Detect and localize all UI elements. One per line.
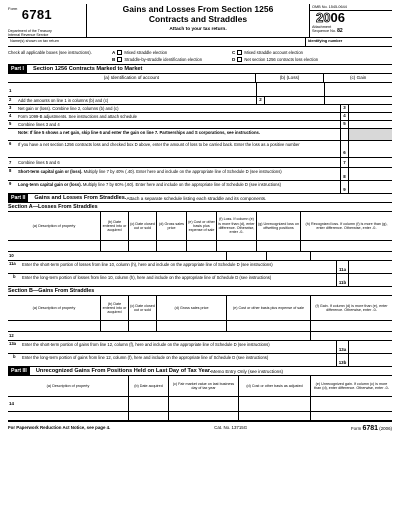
line-11a-number: 11a <box>9 261 16 266</box>
line-2-gain[interactable] <box>324 97 392 104</box>
line-11a-label: Enter the short-term portion of losses from line 10, column (h), here and include on the appropriate line of Schedule D (see instructions) <box>22 262 273 267</box>
tax-year <box>310 11 392 25</box>
paperwork-notice: For Paperwork Reduction Act Notice, see page 4. <box>8 425 111 430</box>
line-11b-box: 11b <box>336 274 348 286</box>
line-4-box: 4 <box>340 113 348 120</box>
line-8-label: Multiply line 7 by 40% (.40). Enter here and include on the appropriate line of Schedule D (see instructions) <box>82 169 282 174</box>
sec-a-col-e: (e) Cost or other basis plus expense of sale <box>186 212 216 240</box>
form-number: 6781 <box>21 7 52 22</box>
part1-tag: Part I <box>8 65 27 73</box>
line-5-number: 5 <box>9 121 12 126</box>
part1-line-8 <box>8 168 392 181</box>
line-3-amount[interactable] <box>348 105 392 112</box>
part1-line-2 <box>8 97 392 105</box>
form-footer <box>8 421 392 432</box>
footer-form-id <box>351 425 392 432</box>
line-9-box: 9 <box>340 181 348 193</box>
part3-line-14-extra[interactable] <box>8 412 392 421</box>
election-a-checkbox[interactable] <box>117 50 122 55</box>
footer-year: (2006) <box>379 426 392 431</box>
line-9-bold: Long-term capital gain or (loss). <box>18 182 82 187</box>
line-13a-amount[interactable] <box>348 341 392 353</box>
part3-header <box>8 367 392 376</box>
line-6-label: If you have a net section 1256 contracts loss and checked box D above, enter the amount of loss to be carried back. Enter the loss as a positive number <box>18 142 300 147</box>
line-13a-label: Enter the short-term portion of gains from line 12, column (f), here and include on the appropriate line of Schedule D (see instructions) <box>22 342 270 347</box>
form-6781 <box>8 4 392 514</box>
line-13a-box: 13a <box>336 341 348 353</box>
election-c-letter: C <box>232 50 236 55</box>
line-2-text <box>18 97 256 104</box>
form-title-block <box>87 4 309 37</box>
part1-column-headers <box>8 74 392 83</box>
line-11a-amount[interactable] <box>348 261 392 273</box>
line-3-number: 3 <box>9 105 12 110</box>
sec-b-col-d: (d) Gross sales price <box>156 296 226 320</box>
election-d-letter: D <box>232 57 236 62</box>
part2-line-11a <box>8 261 392 274</box>
line-3-box: 3 <box>340 105 348 112</box>
line-13a-number: 13a <box>9 341 16 346</box>
line-5-amount[interactable] <box>348 121 392 128</box>
line-8-bold: Short-term capital gain or (loss). <box>18 169 83 174</box>
line-7-amount[interactable] <box>348 158 392 167</box>
sec-a-col-c: (c) Date closed out or sold <box>128 212 156 240</box>
line-2-loss[interactable] <box>264 97 324 104</box>
section-a-column-headers <box>8 212 392 241</box>
part1-line-7 <box>8 158 392 168</box>
election-b-letter: B <box>112 57 116 62</box>
part1-header <box>8 65 392 74</box>
p3-col-a: (a) Description of property <box>46 383 90 388</box>
sequence-number: 82 <box>337 28 343 35</box>
sec-b-col-b: (b) Date entered into or acquired <box>100 296 128 320</box>
part2-line-10 <box>8 252 392 261</box>
part1-line-9 <box>8 181 392 194</box>
line-11a-box: 11a <box>336 261 348 273</box>
section-a-title: Section A—Losses From Straddles <box>8 203 392 212</box>
line-9-amount[interactable] <box>348 181 392 193</box>
part1-line-3 <box>8 105 392 113</box>
sequence-label: Sequence No. <box>312 29 337 34</box>
sec-a-col-a: (a) Description of property <box>32 223 76 228</box>
part3-column-headers <box>8 376 392 397</box>
line-11b-amount[interactable] <box>348 274 392 286</box>
line-10-unrecognized-total[interactable] <box>266 252 310 260</box>
tax-year-prefix: 20 <box>316 10 331 25</box>
line-10-number: 10 <box>9 253 14 258</box>
line-8-amount[interactable] <box>348 168 392 180</box>
line-4-number: 4 <box>9 113 12 118</box>
election-c-label: Mixed straddle account election <box>244 50 303 55</box>
part3-note: Memo Entry Only (see instructions) <box>211 368 284 374</box>
part2-line-13b <box>8 354 392 367</box>
part1-line-6 <box>8 141 392 158</box>
line-13b-number: b <box>13 354 16 359</box>
part3-line-14[interactable] <box>8 397 392 412</box>
section-b-column-headers <box>8 296 392 321</box>
sec-b-col-e: (e) Cost or other basis plus expense of sale <box>226 296 310 320</box>
line-8-box: 8 <box>340 168 348 180</box>
election-a[interactable] <box>112 50 167 55</box>
part3-tag: Part III <box>8 367 30 375</box>
form-title-line-2: Contracts and Straddles <box>148 13 248 24</box>
sec-a-col-b: (b) Date entered into or acquired <box>100 212 128 240</box>
form-title-line-1: Gains and Losses From Section 1256 <box>122 4 274 14</box>
sec-b-entry-row[interactable] <box>8 321 392 332</box>
line-6-amount[interactable] <box>348 141 392 157</box>
line-7-box: 7 <box>340 158 348 167</box>
omb-block <box>309 4 392 37</box>
footer-form-number: 6781 <box>362 425 379 432</box>
part2-subtitle: Attach a separate schedule listing each straddle and its components. <box>126 195 267 201</box>
part2-header <box>8 194 392 203</box>
part1-col-b: (b) (Loss) <box>255 74 324 82</box>
agency-line-2: Internal Revenue Service <box>8 33 49 38</box>
section-b-title: Section B—Gains From Straddles <box>8 287 392 296</box>
line-4-amount[interactable] <box>348 113 392 120</box>
p3-col-e: (e) Unrecognized gain. If column (c) is more than (d), enter difference. Otherwise, enter -0- <box>310 376 392 396</box>
sec-b-col-a: (a) Description of property <box>32 305 76 310</box>
line-13b-label: Enter the long-term portion of gains from line 12, column (f), here and include on the appropriate line of Schedule D (see instructions) <box>22 355 269 360</box>
line-2-label: Add the amounts on line 1 in columns (b) and (c) <box>18 98 109 103</box>
sec-a-col-d: (d) Gross sales price <box>156 212 186 240</box>
omb-number: OMB No. 1545-0644 <box>310 4 392 11</box>
election-a-label: Mixed straddle election <box>124 50 168 55</box>
name-field[interactable]: Name(s) shown on tax return <box>10 39 59 43</box>
line-5-box: 5 <box>340 121 348 128</box>
part1-title: Section 1256 Contracts Marked to Market <box>32 66 143 72</box>
agency-line-1: Department of the Treasury <box>8 29 52 33</box>
p3-col-b: (b) Date acquired <box>128 376 168 396</box>
line-6-box: 6 <box>340 141 348 157</box>
line-5-label: Combine lines 3 and 4 <box>18 122 60 127</box>
election-d-checkbox[interactable] <box>237 57 242 62</box>
line-13b-amount[interactable] <box>348 354 392 366</box>
part1-line-1[interactable] <box>8 83 392 97</box>
election-b-checkbox[interactable] <box>117 57 122 62</box>
line-4-label: Form 1099-B adjustments. See instructions and attach schedule <box>18 114 137 119</box>
tax-year-suffix: 06 <box>330 10 345 25</box>
election-d[interactable] <box>232 57 318 62</box>
agency <box>8 29 86 37</box>
election-b[interactable] <box>112 57 202 62</box>
part2-title: Gains and Losses From Straddles. <box>34 195 127 201</box>
identifying-number-field[interactable]: Identifying number <box>305 38 392 46</box>
line-11b-number: b <box>13 274 16 279</box>
election-c[interactable] <box>232 50 303 55</box>
line-10-loss-total[interactable] <box>226 252 266 260</box>
line-14-number: 14 <box>9 401 14 406</box>
line-9-label: Multiply line 7 by 60% (.60). Enter here and include on the appropriate line of Schedule D (see instructions) <box>81 182 281 187</box>
attachment-label: Attachment <box>312 25 332 29</box>
sec-b-col-f: (f) Gain. If column (d) is more than (e), enter difference. Otherwise, enter -0- <box>310 296 392 320</box>
line-2-box: 2 <box>256 97 264 104</box>
part3-title: Unrecognized Gains From Positions Held on Last Day of Tax Year. <box>35 368 212 374</box>
line-6-number: 6 <box>9 141 12 146</box>
election-b-label: Straddle-by-straddle identification election <box>124 57 203 62</box>
line-7-number: 7 <box>9 160 12 165</box>
sec-a-col-h: (h) Recognized loss. If column (f) is more than (g), enter difference. Otherwise, enter -0- <box>300 212 392 240</box>
part1-note <box>8 129 392 141</box>
line-9-number: 9 <box>9 181 12 186</box>
part1-note-text: Note: If line 5 shows a net gain, skip line 6 and enter the gain on line 7. Partnerships and S corporations, see instructions. <box>18 130 260 135</box>
form-word: Form <box>8 6 18 11</box>
part2-line-13a <box>8 341 392 354</box>
line-12-number: 12 <box>9 333 14 338</box>
part1-line-4 <box>8 113 392 121</box>
part2-line-11b <box>8 274 392 287</box>
election-d-label: Net section 1256 contracts loss election <box>244 57 319 62</box>
form-header <box>8 4 392 38</box>
election-c-checkbox[interactable] <box>237 50 242 55</box>
sec-a-col-g: (g) Unrecognized loss on offsetting positions <box>256 212 300 240</box>
part2-line-12 <box>8 332 392 341</box>
elections-lead: Check all applicable boxes (see instructions). <box>8 50 92 55</box>
name-line <box>8 38 392 47</box>
part1-col-a: (a) Identification of account <box>103 75 159 80</box>
part1-col-c: (c) Gain <box>323 74 392 82</box>
line-13b-box: 13b <box>336 354 348 366</box>
footer-form-word: Form <box>350 426 362 431</box>
p3-col-c: (c) Fair market value on last business day of tax year <box>168 376 238 396</box>
line-2-number: 2 <box>9 97 12 102</box>
part2-tag: Part II <box>8 194 28 202</box>
sec-a-entry-row[interactable] <box>8 241 392 252</box>
part1-line-5 <box>8 121 392 129</box>
attach-instruction: Attach to your tax return. <box>169 27 227 32</box>
line-8-number: 8 <box>9 168 12 173</box>
line-11b-label: Enter the long-term portion of losses from line 10, column (h), here and include on the appropriate line of Schedule D (see instructions) <box>22 275 272 280</box>
catalog-number: Cat. No. 13715G <box>214 425 248 430</box>
election-checkboxes <box>8 47 392 65</box>
part1-line-1-gain[interactable] <box>324 83 392 96</box>
line-3-label: Net gain or (loss). Combine line 2, columns (b) and (c) <box>18 106 119 111</box>
p3-col-d: (d) Cost or other basis as adjusted <box>238 376 310 396</box>
sec-a-col-f: (f) Loss. If column (e) is more than (d), enter difference. Otherwise, enter -0- <box>216 212 256 240</box>
line-7-label: Combine lines 5 and 6 <box>18 160 60 165</box>
attachment-sequence <box>310 25 392 34</box>
form-id-block <box>8 4 87 37</box>
part1-line-1-number: 1 <box>9 88 12 93</box>
election-a-letter: A <box>112 50 116 55</box>
line-12-gain-total[interactable] <box>310 332 392 340</box>
line-10-recognized-total[interactable] <box>310 252 392 260</box>
part1-line-1-loss[interactable] <box>256 83 324 96</box>
sec-b-col-c: (c) Date closed out or sold <box>128 296 156 320</box>
